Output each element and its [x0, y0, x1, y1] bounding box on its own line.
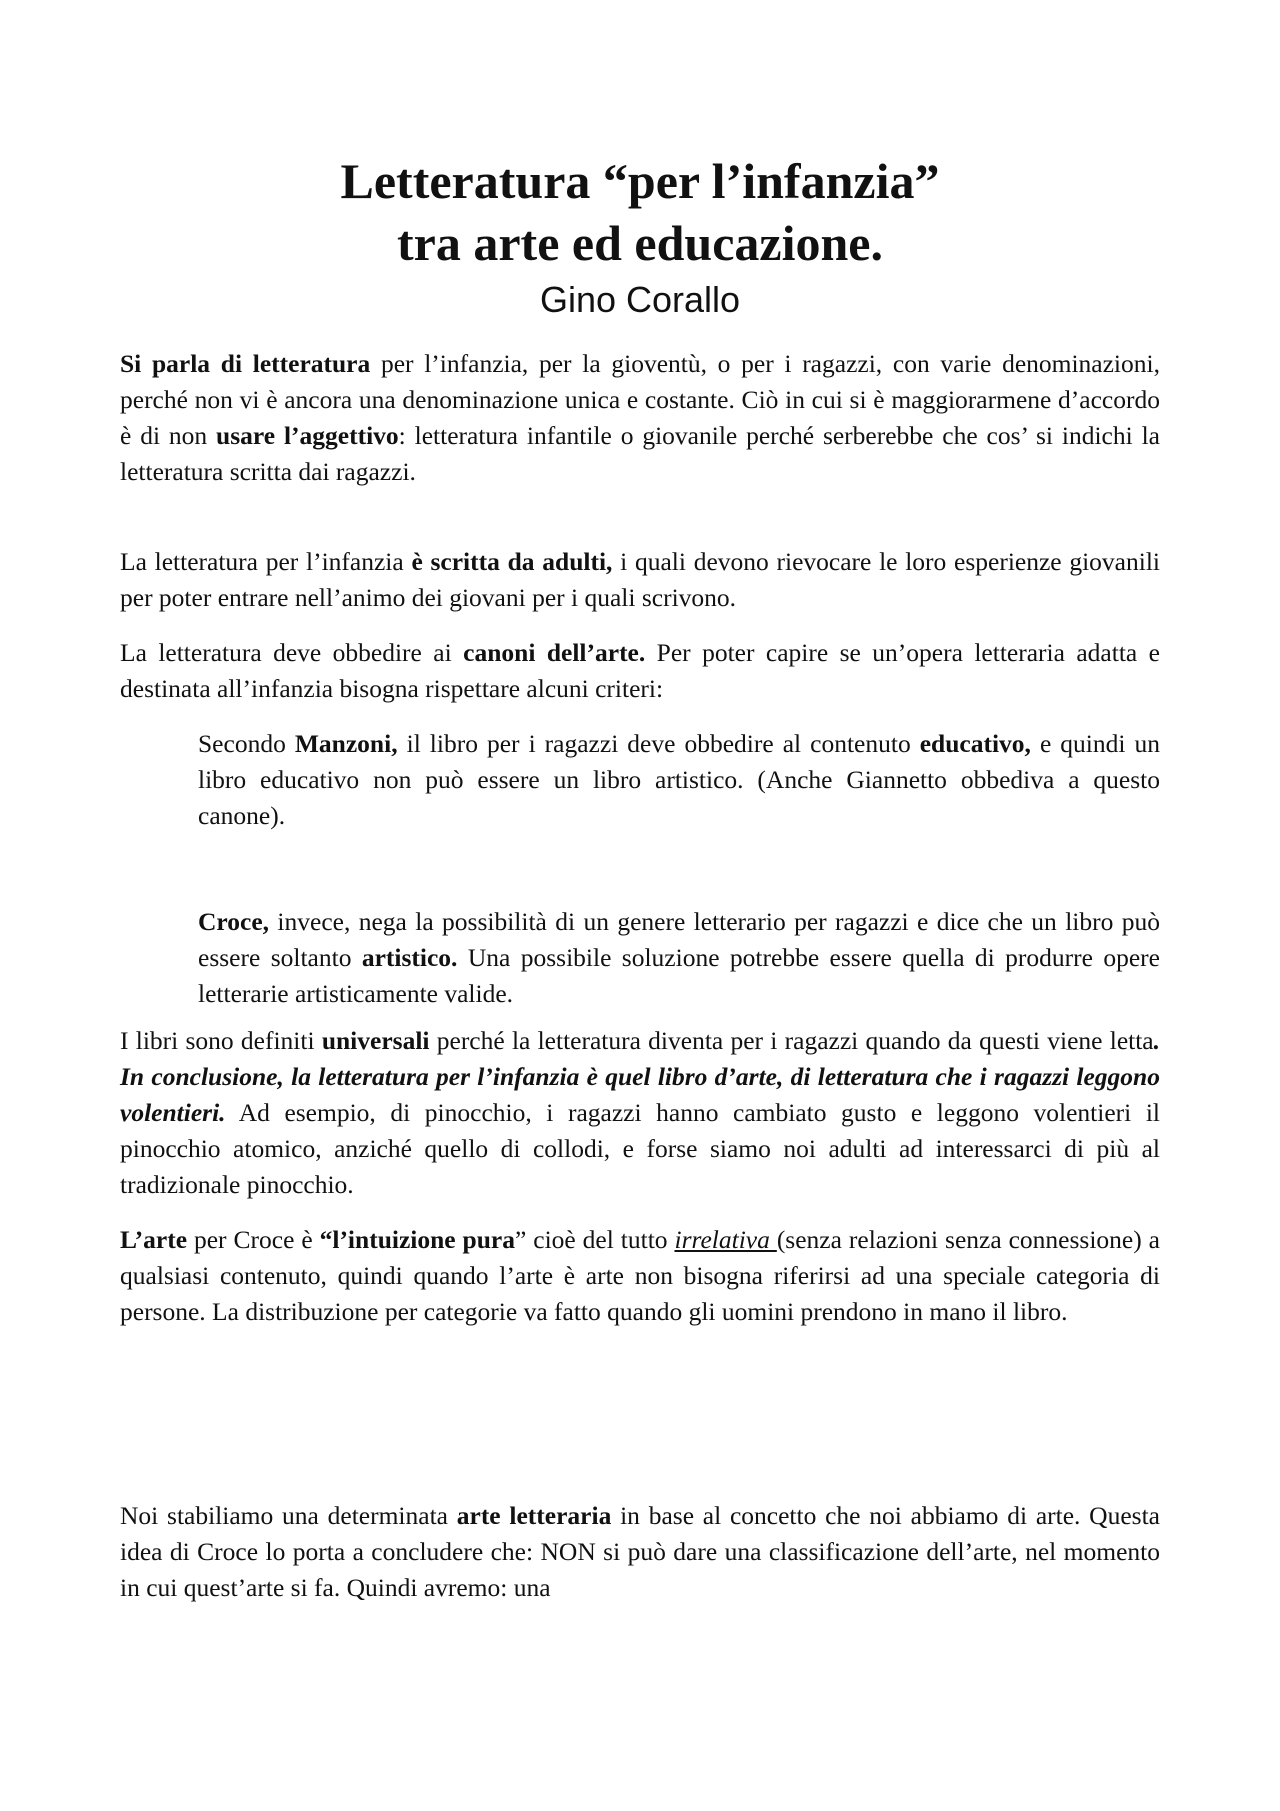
text: i quali devono rievocare le loro esperienze giovanili per poter entrare nell’animo dei giovani per i quali scrivono. — [120, 547, 1160, 612]
text: in base al concetto che noi abbiamo di arte. Questa idea di Croce lo porta a concludere che: NON si può dare una classificazione dell’arte, nel momento in cui quest’arte si fa. Quindi avremo: una — [120, 1501, 1160, 1602]
text: e quindi un libro educativo non può essere un libro artistico. (Anche Giannetto obbediva a questo canone). — [198, 729, 1160, 830]
spacer — [120, 490, 1160, 544]
text: il libro per i ragazzi deve obbedire al contenuto — [397, 729, 920, 758]
title-line-1: Letteratura “per l’infanzia” — [340, 153, 940, 209]
bold-text: arte letteraria — [456, 1501, 612, 1530]
bold-text: Si parla di letteratura — [120, 349, 371, 378]
spacer — [120, 1330, 1160, 1498]
bold-text: è scritta da adulti, — [411, 547, 613, 576]
bold-text: L’arte — [120, 1225, 188, 1254]
paragraph-8 — [120, 1498, 1160, 1606]
bold-text: usare l’aggettivo — [216, 421, 399, 450]
paragraph-5-croce — [198, 904, 1160, 1012]
spacer — [120, 1203, 1160, 1222]
bold-text: Manzoni, — [294, 729, 398, 758]
text: invece, nega la possibilità di un genere letterario per ragazzi e dice che un libro può essere soltanto — [198, 907, 1160, 972]
text: Ad esempio, di pinocchio, i ragazzi hanno cambiato gusto e leggono volentieri il pinocchio atomico, anziché quello di collodi, e forse siamo noi adulti ad interessarci di più al tradizionale pinocchio. — [120, 1098, 1160, 1199]
bold-text: universali — [321, 1026, 430, 1055]
bold-italic-text: . In conclusione, la letteratura per l’infanzia è quel libro d’arte, di letteratura che i ragazzi leggono volentieri. — [120, 1026, 1161, 1127]
spacer — [120, 616, 1160, 635]
bold-text: Croce, — [198, 907, 270, 936]
bold-text: canoni dell’arte. — [463, 638, 646, 667]
bold-text: educativo, — [919, 729, 1031, 758]
text: Secondo — [198, 729, 295, 758]
paragraph-1 — [120, 346, 1160, 490]
paragraph-7 — [120, 1222, 1160, 1330]
text: per l’infanzia, per la gioventù, o per i ragazzi, con varie denominazioni, perché non vi è ancora una denominazione unica e costante. Ciò in cui si è maggiorarmene d’accordo è di non — [120, 349, 1160, 450]
text: Per poter capire se un’opera letteraria adatta e destinata all’infanzia bisogna rispettare alcuni criteri: — [120, 638, 1160, 703]
author-name: Gino Corallo — [539, 279, 741, 320]
paragraph-2 — [120, 544, 1160, 616]
title-line-2: tra arte ed educazione. — [397, 215, 883, 271]
underlined-italic-text: irrelativa — [674, 1225, 777, 1254]
bold-text: “l’intuizione pura — [319, 1225, 515, 1254]
text: ” cioè del tutto — [515, 1225, 675, 1254]
text: La letteratura deve obbedire ai — [120, 638, 464, 667]
text: I libri sono definiti — [120, 1026, 322, 1055]
text: Una possibile soluzione potrebbe essere quella di produrre opere letterarie artisticamente valide. — [198, 943, 1160, 1008]
text: (senza relazioni senza connessione) a qualsiasi contenuto, quindi quando l’arte è arte non bisogna riferirsi ad una speciale categoria di persone. La distribuzione per categorie va fatto quando gli uomini prendono in mano il libro. — [120, 1225, 1160, 1326]
spacer — [120, 834, 1160, 904]
text: perché la letteratura diventa per i ragazzi quando da questi viene letta — [429, 1026, 1154, 1055]
document-page — [120, 150, 1160, 1606]
spacer — [120, 707, 1160, 726]
spacer — [120, 1012, 1160, 1023]
bold-text: artistico. — [361, 943, 458, 972]
document-title — [120, 150, 1160, 274]
paragraph-3 — [120, 635, 1160, 707]
paragraph-6 — [120, 1023, 1160, 1203]
paragraph-4-manzoni — [198, 726, 1160, 834]
text: per Croce è — [187, 1225, 320, 1254]
text: La letteratura per l’infanzia — [120, 547, 412, 576]
text: : letteratura infantile o giovanile perché serberebbe che cos’ si indichi la letteratura scritta dai ragazzi. — [120, 421, 1160, 486]
text: Noi stabiliamo una determinata — [120, 1501, 457, 1530]
